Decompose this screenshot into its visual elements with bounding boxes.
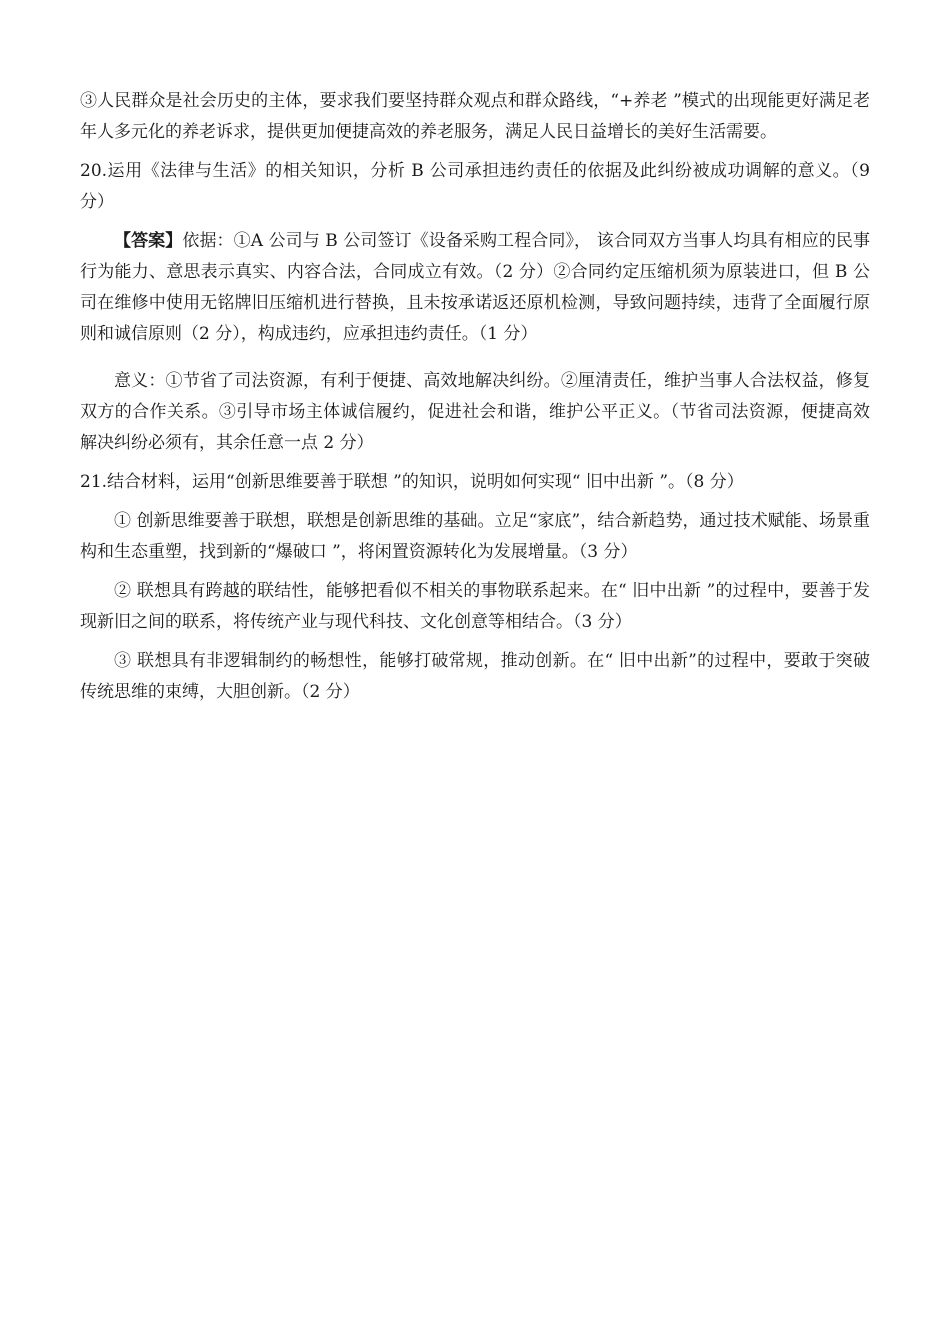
answer-20-basis-text: 依据：①A 公司与 B 公司签订《设备采购工程合同》， 该合同双方当事人均具有相应的民事行为能力、意思表示真实、内容合法，合同成立有效。（2 分）②合同约定压缩机须为原装进口，但 B 公司在维修中使用无铭牌旧压缩机进行替换，且未按承诺返还原机检测，导致问题持续，违背了全面履行原则和诚信原则（2 分），构成违约，应承担违约责任。（1 分） xyxy=(80,231,871,344)
answer-21-point-2: ② 联想具有跨越的联结性，能够把看似不相关的事物联系起来。在“ 旧中出新 ”的过程中，要善于发现新旧之间的联系，将传统产业与现代科技、文化创意等相结合。（3 分） xyxy=(80,581,870,632)
paragraph-point-3: ③人民群众是社会历史的主体，要求我们要坚持群众观点和群众路线，“+养老 ”模式的出现能更好满足老年人多元化的养老诉求，提供更加便捷高效的养老服务，满足人民日益增长的美好生活需要。 xyxy=(80,91,870,142)
question-21: 21.结合材料，运用“创新思维要善于联想 ”的知识，说明如何实现“ 旧中出新 ”。（8 分） xyxy=(80,472,744,492)
answer-21-point-3: ③ 联想具有非逻辑制约的畅想性，能够打破常规，推动创新。在“ 旧中出新”的过程中，要敢于突破传统思维的束缚，大胆创新。（2 分） xyxy=(80,651,870,702)
answer-label: 【答案】 xyxy=(114,231,183,251)
question-20: 20.运用《法律与生活》的相关知识，分析 B 公司承担违约责任的依据及此纠纷被成功调解的意义。（9 分） xyxy=(80,161,870,212)
document-body xyxy=(80,86,870,708)
answer-20-basis xyxy=(80,226,870,350)
answer-20-meaning: 意义：①节省了司法资源，有利于便捷、高效地解决纠纷。②厘清责任，维护当事人合法权益，修复双方的合作关系。③引导市场主体诚信履约，促进社会和谐，维护公平正义。（节省司法资源，便捷高效解决纠纷必须有，其余任意一点 2 分） xyxy=(80,371,870,453)
answer-21-point-1: ① 创新思维要善于联想，联想是创新思维的基础。立足“家底”，结合新趋势，通过技术赋能、场景重构和生态重塑，找到新的“爆破口 ”，将闲置资源转化为发展增量。（3 分） xyxy=(80,511,870,562)
